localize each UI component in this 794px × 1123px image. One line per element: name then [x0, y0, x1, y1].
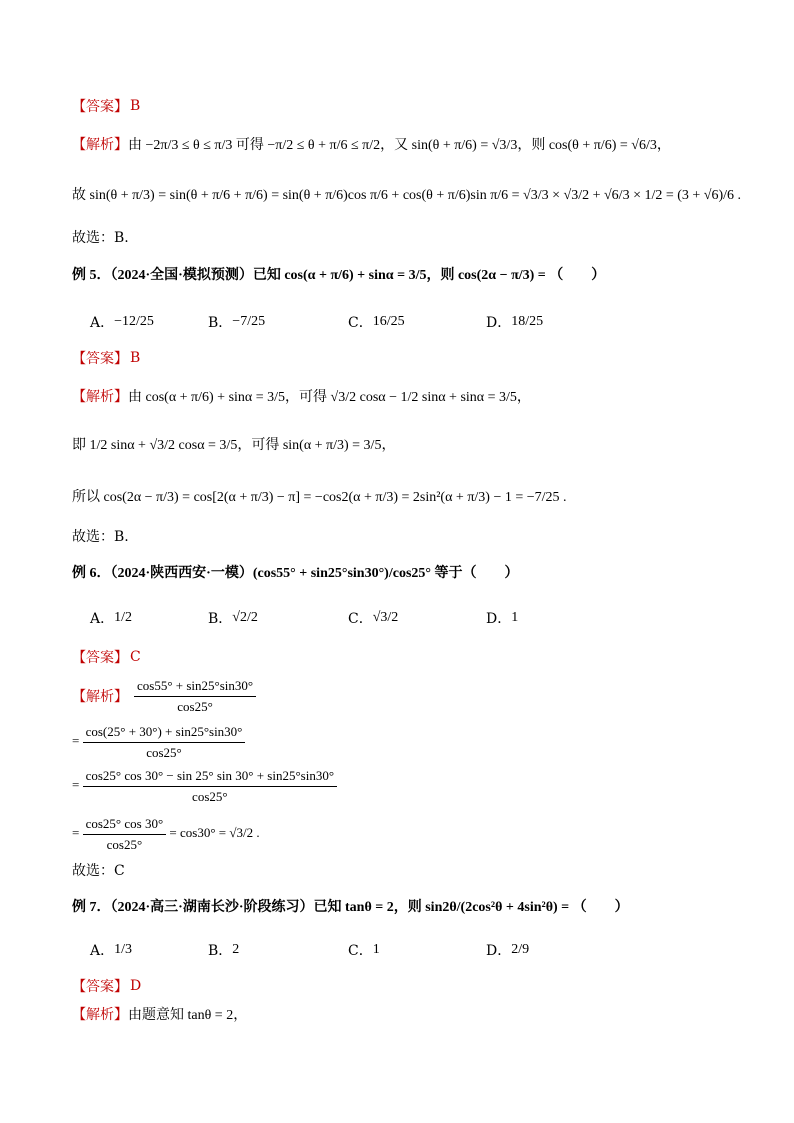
analysis-line [72, 134, 671, 154]
option-value: √2/2 [232, 610, 258, 625]
option-value: 1/3 [114, 942, 133, 957]
option-value: 2/9 [511, 942, 530, 957]
option-c[interactable] [348, 940, 380, 960]
option-b[interactable] [208, 312, 265, 332]
option-letter: B． [208, 611, 233, 627]
analysis-tag: 【解析】 [72, 389, 128, 405]
final-choice [72, 227, 129, 247]
fraction-denominator: cos25° [192, 788, 228, 804]
analysis-tag: 【解析】 [72, 689, 128, 705]
analysis-text: 由题意知 tanθ = 2， [128, 1008, 248, 1023]
answer-line-5 [72, 348, 140, 368]
answer-tag: 【答案】 [72, 351, 128, 367]
fraction-numerator: cos25° cos 30° − sin 25° sin 30° + sin25°sin30° [83, 766, 337, 787]
analysis-step-2 [72, 722, 245, 762]
option-letter: A． [90, 611, 115, 627]
option-letter: A． [90, 943, 115, 959]
option-letter: B． [208, 315, 233, 331]
option-b[interactable] [208, 940, 239, 960]
fraction [83, 814, 167, 854]
option-d[interactable] [486, 312, 543, 332]
final-choice-text: 故选：B. [72, 529, 129, 545]
analysis-tag: 【解析】 [72, 1007, 128, 1023]
analysis-line [72, 1004, 247, 1024]
answer-value: B [130, 350, 141, 366]
option-letter: C． [348, 315, 373, 331]
analysis-step-4 [72, 814, 260, 854]
example-title-text: 例 6．（2024·陕西西安·一模）(cos55° + sin25°sin30°)/cos25° 等于（ ） [72, 566, 519, 581]
option-value: −7/25 [232, 314, 266, 329]
analysis-text: 故 sin(θ + π/3) = sin(θ + π/6 + π/6) = sin(θ + π/6)cos π/6 + cos(θ + π/6)sin π/6 = √3/3 × √3/2 + √6/3 × 1/2 = (3 + √6)/6 . [72, 188, 742, 203]
equals-sign: = [72, 732, 80, 748]
option-a[interactable] [90, 940, 132, 960]
example-title-text: 例 7．（2024·高三·湖南长沙·阶段练习）已知 tanθ = 2，则 sin2θ/(2cos²θ + 4sin²θ) = （ ） [72, 900, 629, 915]
answer-line-7 [72, 976, 141, 996]
analysis-step-3 [72, 766, 337, 806]
analysis-line [72, 434, 395, 454]
option-letter: B． [208, 943, 233, 959]
option-value: 1 [511, 610, 519, 625]
analysis-text: 即 1/2 sinα + √3/2 cosα = 3/5，可得 sin(α + π/3) = 3/5， [72, 438, 396, 453]
final-choice-text: 故选：C [72, 863, 125, 879]
example-title-text: 例 5．（2024·全国·模拟预测）已知 cos(α + π/6) + sinα = 3/5，则 cos(2α − π/3) = （ ） [72, 268, 606, 283]
option-d[interactable] [486, 940, 529, 960]
analysis-text: 所以 cos(2α − π/3) = cos[2(α + π/3) − π] = −cos2(α + π/3) = 2sin²(α + π/3) − 1 = −7/25 . [72, 490, 567, 505]
step-tail: = cos30° = √3/2 . [169, 824, 260, 840]
example-6-title [72, 562, 519, 582]
fraction-numerator: cos55° + sin25°sin30° [134, 676, 256, 697]
fraction-numerator: cos25° cos 30° [83, 814, 167, 835]
analysis-line [72, 184, 741, 204]
answer-line-6 [72, 647, 141, 667]
fraction [83, 766, 337, 806]
option-c[interactable] [348, 608, 398, 628]
analysis-text: 由 cos(α + π/6) + sinα = 3/5，可得 √3/2 cosα − 1/2 sinα + sinα = 3/5， [128, 390, 531, 405]
fraction-denominator: cos25° [106, 836, 143, 852]
option-letter: D． [486, 611, 512, 627]
option-value: 1/2 [114, 610, 133, 625]
option-letter: D． [486, 315, 512, 331]
analysis-step-1 [72, 676, 256, 716]
answer-line-1 [72, 96, 140, 116]
example-5-title [72, 264, 605, 284]
answer-tag: 【答案】 [72, 650, 128, 666]
option-letter: C． [348, 943, 373, 959]
option-value: √3/2 [372, 610, 399, 625]
fraction [83, 722, 246, 762]
option-b[interactable] [208, 608, 258, 628]
option-value: 2 [232, 942, 240, 957]
fraction [134, 676, 256, 716]
answer-tag: 【答案】 [72, 99, 128, 115]
final-choice [72, 526, 129, 546]
analysis-tag: 【解析】 [72, 137, 128, 153]
final-choice [72, 860, 125, 880]
answer-value: D [130, 978, 142, 994]
option-value: 1 [372, 942, 380, 957]
fraction-denominator: cos25° [146, 744, 182, 760]
fraction-numerator: cos(25° + 30°) + sin25°sin30° [83, 722, 246, 743]
analysis-line [72, 486, 567, 506]
final-choice-text: 故选：B. [72, 230, 129, 246]
answer-tag: 【答案】 [72, 979, 128, 995]
equals-sign: = [72, 776, 80, 792]
option-d[interactable] [486, 608, 518, 628]
fraction-denominator: cos25° [177, 698, 213, 714]
answer-value: C [130, 649, 141, 665]
option-a[interactable] [90, 608, 132, 628]
equals-sign: = [72, 824, 80, 840]
option-letter: A． [90, 315, 115, 331]
option-letter: C． [348, 611, 373, 627]
option-a[interactable] [90, 312, 154, 332]
analysis-text: 由 −2π/3 ≤ θ ≤ π/3 可得 −π/2 ≤ θ + π/6 ≤ π/2，又 sin(θ + π/6) = √3/3，则 cos(θ + π/6) = √6/3， [128, 138, 671, 153]
option-value: 16/25 [372, 314, 405, 329]
option-value: −12/25 [114, 314, 154, 329]
example-7-title [72, 896, 629, 916]
option-letter: D． [486, 943, 512, 959]
option-value: 18/25 [511, 314, 544, 329]
analysis-line [72, 386, 531, 406]
option-c[interactable] [348, 312, 405, 332]
answer-value: B [130, 98, 141, 114]
